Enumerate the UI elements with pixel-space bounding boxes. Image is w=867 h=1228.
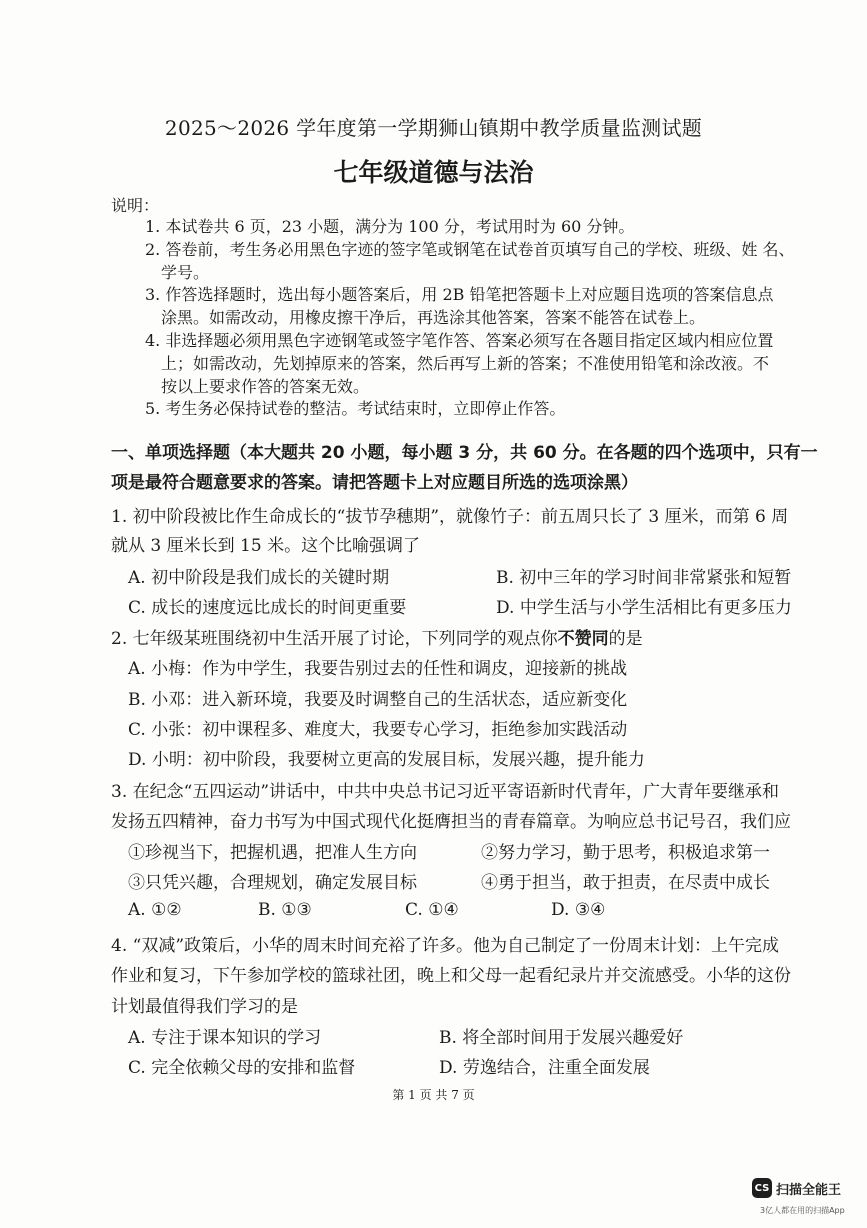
cs-logo-icon: CS [752,1178,772,1198]
question-stem: 发扬五四精神，奋力书写为中国式现代化挺膺担当的青春篇章。为响应总书记号召，我们应 [111,812,791,832]
question-stem [111,624,643,649]
exam-title: 2025～2026 学年度第一学期狮山镇期中教学质量监测试题 [164,116,703,140]
instruction-line: 学号。 [161,263,210,282]
stem-emphasis: 不赞同 [557,629,609,649]
option-a: A. 专注于课本知识的学习 [128,1028,322,1048]
statement-3: ③只凭兴趣，合理规划，确定发展目标 [128,873,417,893]
option-c: C. 完全依赖父母的安排和监督 [128,1058,356,1078]
instruction-line: 3. 作答选择题时，选出每小题答案后，用 2B 铅笔把答题卡上对应题目选项的答案信息点 [145,285,774,304]
instruction-line: 按以上要求作答的答案无效。 [161,377,370,396]
instruction-line: 4. 非选择题必须用黑色字迹钢笔或签字笔作答、答案必须写在各题目指定区域内相应位置 [145,331,774,350]
option-a: A. 小梅：作为中学生，我要告别过去的任性和调皮，迎接新的挑战 [128,659,628,679]
statement-4: ④勇于担当，敢于担责，在尽责中成长 [481,873,770,893]
option-b: B. ①③ [258,900,312,920]
question-stem: 1. 初中阶段被比作生命成长的“拔节孕穗期”，就像竹子：前五周只长了 3 厘米，而第 6 周 [111,507,789,527]
option-d: D. 小明：初中阶段，我要树立更高的发展目标，发展兴趣，提升能力 [128,750,645,770]
page-number: 第 1 页 共 7 页 [392,1088,475,1102]
question-stem: 3. 在纪念“五四运动”讲话中，中共中央总书记习近平寄语新时代青年，广大青年要继承和 [111,782,780,802]
instructions-label: 说明： [111,196,160,215]
instruction-line: 2. 答卷前，考生务必用黑色字迹的签字笔或钢笔在试卷首页填写自己的学校、班级、姓 名、 [145,240,795,259]
option-c: C. ①④ [405,900,459,920]
scanner-app-name: 扫描全能王 [776,1182,842,1198]
question-stem: 4. “双减”政策后，小华的周末时间充裕了许多。他为自己制定了一份周末计划：上午完成 [111,936,780,956]
question-stem: 计划最值得我们学习的是 [111,997,298,1017]
option-b: B. 初中三年的学习时间非常紧张和短暂 [496,568,792,588]
section-heading-line: 项是最符合题意要求的答案。请把答题卡上对应题目所选的选项涂黑） [111,473,638,493]
stem-text: 2. 七年级某班围绕初中生活开展了讨论，下列同学的观点你 [111,629,558,649]
option-b: B. 将全部时间用于发展兴趣爱好 [439,1028,684,1048]
stem-text: 的是 [608,629,643,649]
option-d: D. 劳逸结合，注重全面发展 [439,1058,650,1078]
option-a: A. ①② [128,900,182,920]
option-b: B. 小邓：进入新环境，我要及时调整自己的生活状态，适应新变化 [128,690,628,710]
option-a: A. 初中阶段是我们成长的关键时期 [128,568,390,588]
option-c: C. 小张：初中课程多、难度大，我要专心学习，拒绝参加实践活动 [128,720,628,740]
option-c: C. 成长的速度远比成长的时间更重要 [128,598,407,618]
option-d: D. ③④ [551,900,606,920]
instruction-line: 涂黑。如需改动，用橡皮擦干净后，再选涂其他答案，答案不能答在试卷上。 [161,308,706,327]
scanner-watermark [752,1178,841,1198]
section-heading-line: 一、单项选择题（本大题共 20 小题，每小题 3 分，共 60 分。在各题的四个选项中，只有一 [111,443,818,463]
instruction-line: 1. 本试卷共 6 页，23 小题，满分为 100 分，考试用时为 60 分钟。 [145,217,635,236]
statement-1: ①珍视当下，把握机遇，把准人生方向 [128,843,417,863]
option-d: D. 中学生活与小学生活相比有更多压力 [496,598,792,618]
question-stem: 就从 3 厘米长到 15 米。这个比喻强调了 [111,536,421,556]
instruction-line: 5. 考生务必保持试卷的整洁。考试结束时，立即停止作答。 [145,399,566,418]
exam-subject-title: 七年级道德与法治 [333,158,534,187]
scanner-tagline: 3亿人都在用的扫描App [760,1206,845,1215]
statement-2: ②努力学习，勤于思考，积极追求第一 [481,843,770,863]
question-stem: 作业和复习，下午参加学校的篮球社团，晚上和父母一起看纪录片并交流感受。小华的这份 [111,966,791,986]
instruction-line: 上；如需改动，先划掉原来的答案，然后再写上新的答案；不准使用铅笔和涂改液。不 [161,354,770,373]
